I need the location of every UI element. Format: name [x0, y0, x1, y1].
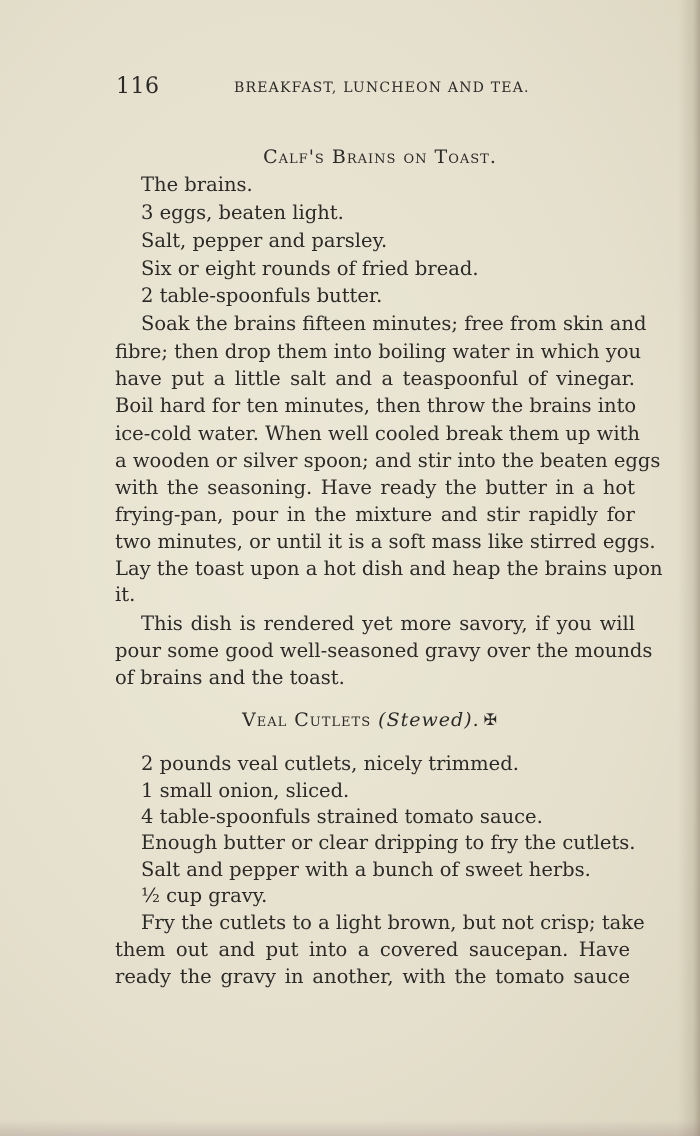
note-line: of brains and the toast.: [115, 666, 345, 689]
printers-mark-icon: ✠: [483, 710, 499, 729]
instruction-line: Soak the brains fifteen minutes; free from skin and: [141, 312, 647, 335]
running-head: [116, 74, 546, 104]
ingredient-line: ½ cup gravy.: [141, 884, 268, 907]
instruction-line: fibre; then drop them into boiling water in which you: [115, 340, 642, 363]
instruction-line: have put a little salt and a teaspoonful of vinegar.: [115, 367, 635, 390]
ingredient-line: 3 eggs, beaten light.: [141, 201, 344, 224]
ingredient-line: Salt, pepper and parsley.: [141, 229, 388, 252]
instruction-line: frying-pan, pour in the mixture and stir rapidly for: [115, 503, 635, 526]
recipe-title-italic: (Stewed).: [378, 709, 480, 731]
note-line: This dish is rendered yet more savory, if you will: [141, 612, 635, 635]
instruction-line: Fry the cutlets to a light brown, but not crisp; take: [141, 911, 645, 934]
recipe-title-text: Calf's Brains on Toast.: [263, 146, 497, 168]
instruction-line: Boil hard for ten minutes, then throw the brains into: [115, 394, 637, 417]
ingredient-line: Enough butter or clear dripping to fry the cutlets.: [141, 831, 636, 854]
recipe-title-calfs-brains: [0, 146, 700, 168]
page-number: 116: [116, 74, 160, 99]
instruction-line: it.: [115, 583, 136, 606]
ingredient-line: 2 pounds veal cutlets, nicely trimmed.: [141, 752, 519, 775]
ingredient-line: Salt and pepper with a bunch of sweet herbs.: [141, 858, 591, 881]
note-line: pour some good well-seasoned gravy over the mounds: [115, 639, 653, 662]
ingredient-line: Six or eight rounds of fried bread.: [141, 257, 479, 280]
recipe-title-text: Veal Cutlets: [241, 709, 372, 731]
ingredient-line: 4 table-spoonfuls strained tomato sauce.: [141, 805, 543, 828]
instruction-line: them out and put into a covered saucepan. Have: [115, 938, 630, 961]
instruction-line: a wooden or silver spoon; and stir into the beaten eggs: [115, 449, 661, 472]
recipe-title-veal-cutlets: [0, 709, 700, 731]
running-title: BREAKFAST, LUNCHEON AND TEA.: [234, 80, 530, 96]
ingredient-line: 2 table-spoonfuls butter.: [141, 284, 383, 307]
instruction-line: with the seasoning. Have ready the butter in a hot: [115, 476, 635, 499]
ingredient-line: The brains.: [141, 173, 253, 196]
instruction-line: ice-cold water. When well cooled break them up with: [115, 422, 640, 445]
instruction-line: two minutes, or until it is a soft mass like stirred eggs.: [115, 530, 656, 553]
instruction-line: ready the gravy in another, with the tomato sauce: [115, 965, 630, 988]
page-edge-shadow: [678, 0, 700, 1136]
ingredient-line: 1 small onion, sliced.: [141, 779, 350, 802]
instruction-line: Lay the toast upon a hot dish and heap the brains upon: [115, 557, 663, 580]
page-bottom-edge: [0, 1120, 700, 1136]
